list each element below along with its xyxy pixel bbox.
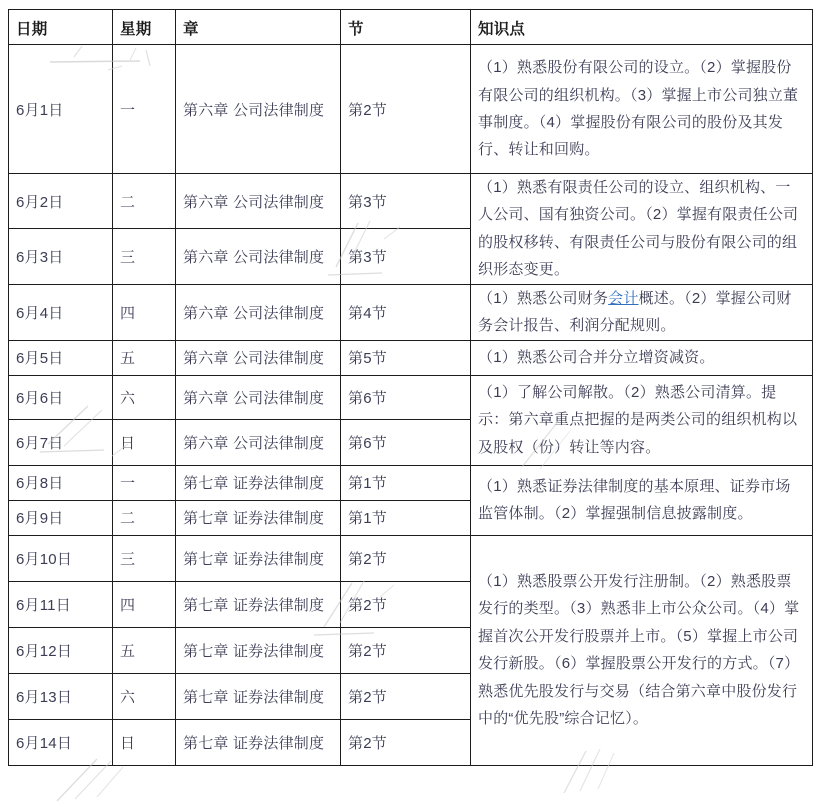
- cell-weekday: 二: [113, 500, 176, 535]
- cell-weekday: 一: [113, 465, 176, 500]
- cell-section: 第1节: [341, 465, 471, 500]
- cell-knowledge-points: [471, 174, 813, 285]
- cell-date: 6月11日: [9, 581, 113, 627]
- cell-section: 第2节: [341, 535, 471, 581]
- cell-weekday: 日: [113, 719, 176, 765]
- cell-chapter: 第七章 证券法律制度: [176, 465, 341, 500]
- knowledge-text: （1）熟悉有限责任公司的设立、组织机构、一人公司、国有独资公司。（2）掌握有限责任公司的股权移转、有限责任公司与股份有限公司的组织形态变更。: [478, 179, 799, 279]
- table-row: [9, 284, 813, 340]
- cell-chapter: 第六章 公司法律制度: [176, 229, 341, 284]
- knowledge-text: （1）熟悉股份有限公司的设立。（2）掌握股份有限公司的组织机构。（3）掌握上市公司独立董事制度。（4）掌握股份有限公司的股份及其发行、转让和回购。: [478, 59, 799, 159]
- table-row: [9, 45, 813, 174]
- cell-chapter: 第六章 公司法律制度: [176, 375, 341, 419]
- cell-weekday: 六: [113, 673, 176, 719]
- cell-knowledge-points: [471, 45, 813, 174]
- knowledge-text: （1）熟悉股票公开发行注册制。（2）熟悉股票发行的类型。（3）熟悉非上市公众公司。（4）掌握首次公开发行股票并上市。（5）掌握上市公司发行新股。（6）掌握股票公开发行的方式。（7）熟悉优先股发行与交易（结合第六章中股份发行中的“优先股”综合记忆）。: [478, 572, 800, 727]
- knowledge-text: （1）了解公司解散。（2）熟悉公司清算。提示：第六章重点把握的是两类公司的组织机构以及股权（份）转让等内容。: [478, 383, 798, 456]
- cell-chapter: 第七章 证券法律制度: [176, 581, 341, 627]
- header-row: [9, 10, 813, 45]
- cell-knowledge-points: [471, 340, 813, 375]
- study-schedule-table: [8, 9, 813, 766]
- cell-date: 6月2日: [9, 174, 113, 229]
- table-header: [9, 10, 813, 45]
- cell-section: 第3节: [341, 229, 471, 284]
- cell-date: 6月7日: [9, 419, 113, 465]
- table-row: [9, 340, 813, 375]
- cell-date: 6月9日: [9, 500, 113, 535]
- cell-weekday: 四: [113, 581, 176, 627]
- cell-weekday: 四: [113, 284, 176, 340]
- cell-chapter: 第七章 证券法律制度: [176, 719, 341, 765]
- cell-section: 第2节: [341, 719, 471, 765]
- cell-weekday: 六: [113, 375, 176, 419]
- cell-weekday: 三: [113, 535, 176, 581]
- cell-section: 第6节: [341, 419, 471, 465]
- cell-section: 第2节: [341, 673, 471, 719]
- cell-date: 6月1日: [9, 45, 113, 174]
- cell-chapter: 第六章 公司法律制度: [176, 174, 341, 229]
- table-body: [9, 45, 813, 766]
- cell-section: 第2节: [341, 627, 471, 673]
- column-header-section: 节: [341, 10, 471, 45]
- cell-date: 6月3日: [9, 229, 113, 284]
- cell-weekday: 二: [113, 174, 176, 229]
- table-row: [9, 535, 813, 581]
- cell-section: 第2节: [341, 45, 471, 174]
- cell-chapter: 第六章 公司法律制度: [176, 45, 341, 174]
- cell-date: 6月12日: [9, 627, 113, 673]
- cell-date: 6月4日: [9, 284, 113, 340]
- cell-section: 第3节: [341, 174, 471, 229]
- cell-knowledge-points: [471, 535, 813, 765]
- cell-section: 第4节: [341, 284, 471, 340]
- cell-knowledge-points: [471, 375, 813, 465]
- cell-weekday: 日: [113, 419, 176, 465]
- column-header-date: 日期: [9, 10, 113, 45]
- knowledge-text-part: 概述。（2）掌握公司财务会计报告、利润分配规则。: [478, 289, 792, 335]
- table-row: [9, 375, 813, 419]
- cell-knowledge-points: [471, 284, 813, 340]
- cell-weekday: 五: [113, 340, 176, 375]
- cell-chapter: 第七章 证券法律制度: [176, 500, 341, 535]
- cell-section: 第2节: [341, 581, 471, 627]
- cell-chapter: 第七章 证券法律制度: [176, 627, 341, 673]
- cell-date: 6月13日: [9, 673, 113, 719]
- accounting-link[interactable]: 会计: [608, 289, 639, 307]
- cell-weekday: 三: [113, 229, 176, 284]
- cell-date: 6月6日: [9, 375, 113, 419]
- cell-section: 第6节: [341, 375, 471, 419]
- knowledge-text: [478, 285, 805, 340]
- cell-weekday: 一: [113, 45, 176, 174]
- cell-chapter: 第七章 证券法律制度: [176, 673, 341, 719]
- cell-weekday: 五: [113, 627, 176, 673]
- column-header-knowledge-points: 知识点: [471, 10, 813, 45]
- cell-section: 第1节: [341, 500, 471, 535]
- cell-section: 第5节: [341, 340, 471, 375]
- knowledge-text-part: （1）熟悉公司财务: [478, 289, 609, 307]
- cell-chapter: 第六章 公司法律制度: [176, 284, 341, 340]
- cell-chapter: 第六章 公司法律制度: [176, 340, 341, 375]
- cell-knowledge-points: [471, 465, 813, 535]
- column-header-weekday: 星期: [113, 10, 176, 45]
- table-row: [9, 465, 813, 500]
- cell-date: 6月14日: [9, 719, 113, 765]
- cell-chapter: 第六章 公司法律制度: [176, 419, 341, 465]
- knowledge-text: （1）熟悉公司合并分立增资减资。: [478, 348, 715, 366]
- column-header-chapter: 章: [176, 10, 341, 45]
- table-row: [9, 174, 813, 229]
- cell-chapter: 第七章 证券法律制度: [176, 535, 341, 581]
- cell-date: 6月8日: [9, 465, 113, 500]
- cell-date: 6月10日: [9, 535, 113, 581]
- knowledge-text: （1）熟悉证券法律制度的基本原理、证券市场监管体制。（2）掌握强制信息披露制度。: [478, 477, 791, 523]
- cell-date: 6月5日: [9, 340, 113, 375]
